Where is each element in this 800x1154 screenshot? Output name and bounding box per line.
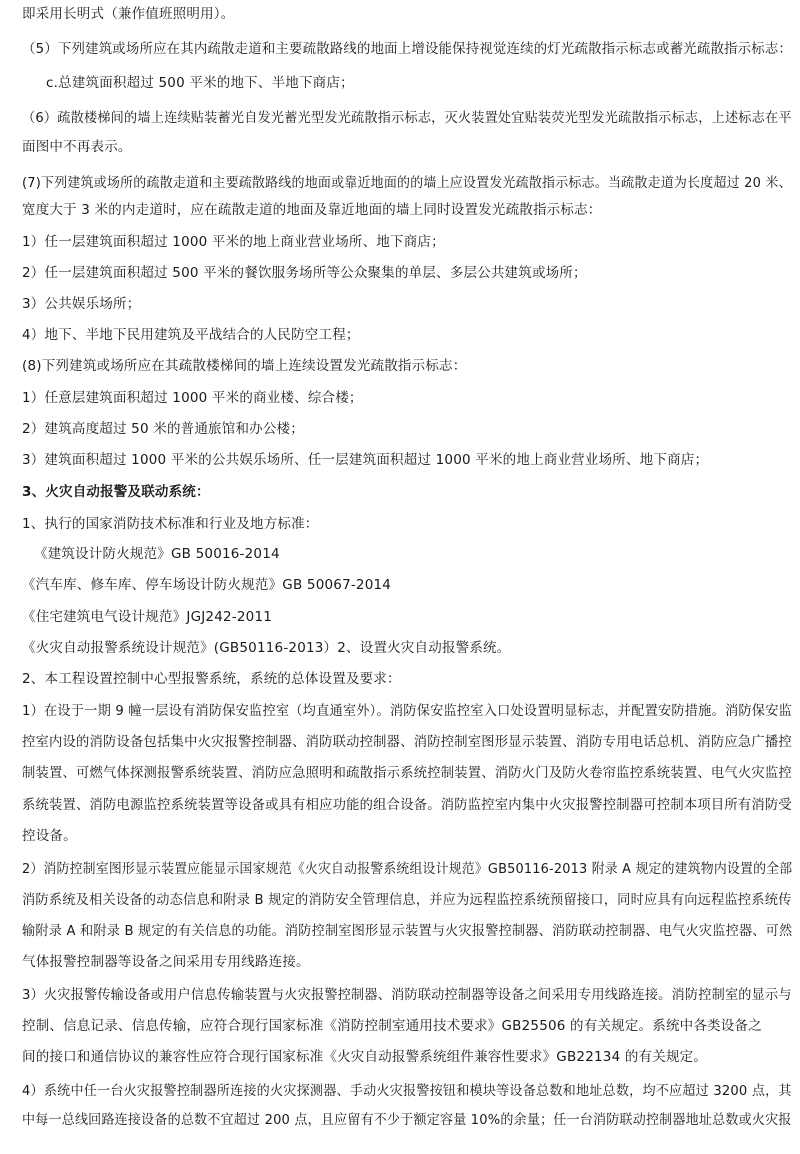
text-line-33: 控制、信息记录、信息传输，应符合现行国家标准《消防控制室通用技术要求》GB25506 的有关规定。系统中各类设备之	[22, 1018, 762, 1034]
text-line-14: 2）建筑高度超过 50 米的普通旅馆和办公楼；	[22, 421, 304, 437]
text-line-3: c.总建筑面积超过 500 平米的地下、半地下商店；	[46, 75, 354, 91]
section-heading-fire-alarm: 3、火灾自动报警及联动系统：	[22, 484, 210, 500]
text-line-26: 系统装置、消防电源监控系统装置等设备或具有相应功能的组合设备。消防监控室内集中火灾报警控制器可控制本项目所有消防受	[22, 797, 792, 813]
text-line-9: 2）任一层建筑面积超过 500 平米的餐饮服务场所等公众聚集的单层、多层公共建筑或场所；	[22, 265, 587, 281]
standard-ref-4: 《火灾自动报警系统设计规范》(GB50116-2013）2、设置火灾自动报警系统。	[22, 640, 511, 656]
text-line-29: 消防系统及相关设备的动态信息和附录 B 规定的消防安全管理信息，并应为远程监控系统预留接口，同时应具有向远程监控系统传	[22, 892, 792, 908]
standard-ref-2: 《汽车库、修车库、停车场设计防火规范》GB 50067-2014	[22, 577, 392, 593]
text-line-23: 1）在设于一期 9 幢一层设有消防保安监控室（均直通室外）。消防保安监控室入口处设置明显标志，并配置安防措施。消防保安监	[22, 703, 793, 719]
text-line-25: 制装置、可燃气体探测报警系统装置、消防应急照明和疏散指示系统控制装置、消防火门及防火卷帘监控系统装置、电气火灾监控	[22, 765, 792, 781]
text-line-30: 输附录 A 和附录 B 规定的有关信息的功能。消防控制室图形显示装置与火灾报警控制器、消防联动控制器、电气火灾监控器、可然	[22, 923, 793, 939]
text-line-8: 1）任一层建筑面积超过 1000 平米的地上商业营业场所、地下商店；	[22, 234, 445, 250]
text-line-32: 3）火灾报警传输设备或用户信息传输装置与火灾报警控制器、消防联动控制器等设备之间采用专用线路连接。消防控制室的显示与	[22, 987, 792, 1003]
text-line-2: （5）下列建筑或场所应在其内疏散走道和主要疏散路线的地面上增设能保持视觉连续的灯光疏散指示标志或蓄光疏散指示标志：	[22, 41, 793, 57]
text-line-15: 3）建筑面积超过 1000 平米的公共娱乐场所、任一层建筑面积超过 1000 平米的地上商业营业场所、地下商店；	[22, 452, 709, 468]
text-line-6: (7)下列建筑或场所的疏散走道和主要疏散路线的地面或靠近地面的的墙上应设置发光疏散指示标志。当疏散走道为长度超过 20 米、	[22, 175, 792, 191]
standard-ref-3: 《住宅建筑电气设计规范》JGJ242-2011	[22, 609, 273, 625]
standard-ref-1: 《建筑设计防火规范》GB 50016-2014	[34, 546, 280, 562]
text-line-12: (8)下列建筑或场所应在其疏散楼梯间的墙上连续设置发光疏散指示标志：	[22, 358, 467, 374]
text-line-4: （6）疏散楼梯间的墙上连续贴装蓄光自发光蓄光型发光疏散指示标志，灭火装置处宜贴装荧光型发光疏散指示标志，上述标志在平	[22, 110, 792, 126]
text-line-11: 4）地下、半地下民用建筑及平战结合的人民防空工程；	[22, 327, 360, 343]
text-line-36: 中每一总线回路连接设备的总数不宜超过 200 点，且应留有不少于额定容量 10%的余量；任一台消防联动控制器地址总数或火灾报	[22, 1112, 792, 1128]
text-line-17: 1、执行的国家消防技术标准和行业及地方标准：	[22, 516, 319, 532]
text-line-7: 宽度大于 3 米的内走道时，应在疏散走道的地面及靠近地面的墙上同时设置发光疏散指示标志：	[22, 202, 602, 218]
text-line-22: 2、本工程设置控制中心型报警系统，系统的总体设置及要求：	[22, 671, 401, 687]
text-line-28: 2）消防控制室图形显示装置应能显示国家规范《火灾自动报警系统组设计规范》GB50116-2013 附录 A 规定的建筑物内设置的全部	[22, 861, 793, 877]
text-line-35: 4）系统中任一台火灾报警控制器所连接的火灾探测器、手动火灾报警按钮和模块等设备总数和地址总数，均不应超过 3200 点，其	[22, 1083, 792, 1099]
text-line-5: 面图中不再表示。	[22, 139, 132, 155]
text-line-24: 控室内设的消防设备包括集中火灾报警控制器、消防联动控制器、消防控制室图形显示装置、消防专用电话总机、消防应急广播控	[22, 734, 792, 750]
text-line-13: 1）任意层建筑面积超过 1000 平米的商业楼、综合楼；	[22, 390, 363, 406]
text-line-31: 气体报警控制器等设备之间采用专用线路连接。	[22, 954, 310, 970]
text-line-34: 间的接口和通信协议的兼容性应符合现行国家标准《火灾自动报警系统组件兼容性要求》GB22134 的有关规定。	[22, 1049, 708, 1065]
text-line-10: 3）公共娱乐场所；	[22, 296, 141, 312]
text-line-1: 即采用长明式（兼作值班照明用）。	[22, 6, 235, 22]
text-line-27: 控设备。	[22, 828, 77, 844]
